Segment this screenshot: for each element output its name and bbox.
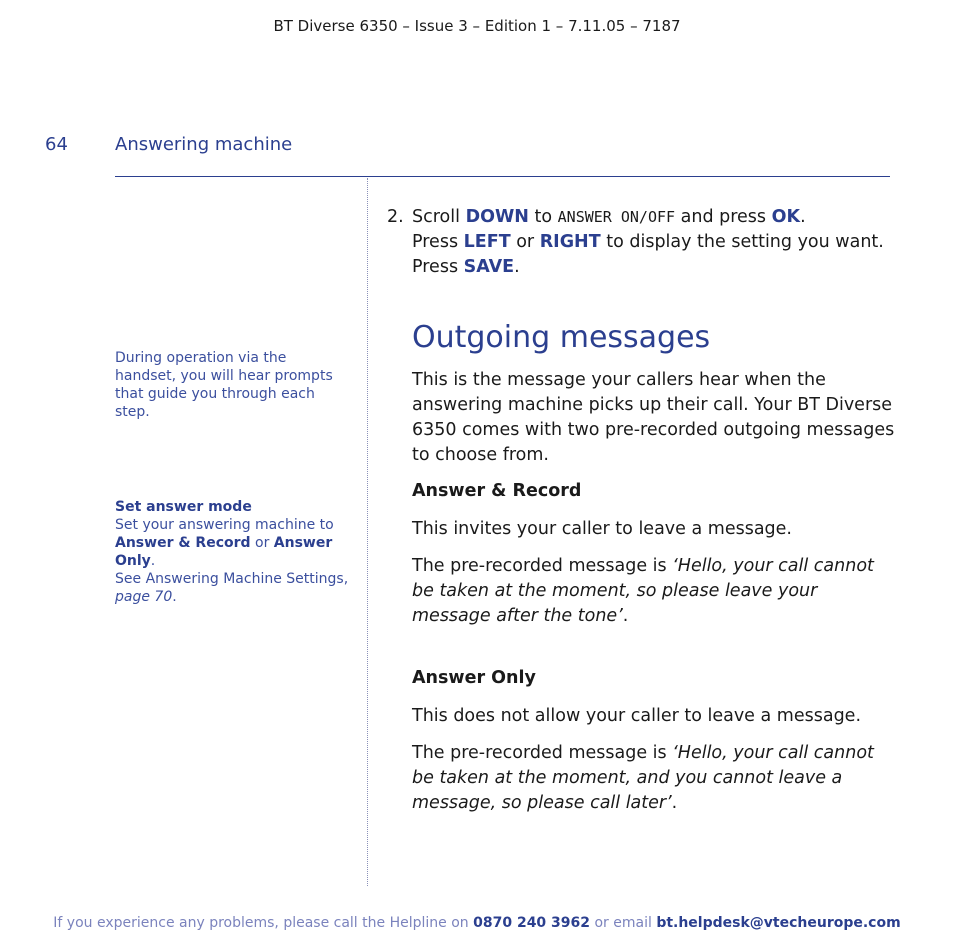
page-number: 64: [45, 134, 68, 155]
answer-record-description: This invites your caller to leave a message.: [412, 519, 792, 539]
footer-text: or email: [594, 915, 652, 931]
header-rule: [115, 176, 890, 177]
answer-record-option: Answer & Record: [115, 535, 251, 551]
period: .: [172, 589, 177, 605]
page-reference: page 70: [115, 589, 173, 605]
sidebar-note-title: Set answer mode: [115, 499, 252, 515]
step-text: Press: [412, 257, 459, 277]
sidebar-note-text: Set your answering machine to: [115, 517, 334, 533]
step-text: to display the setting you want.: [606, 232, 884, 252]
step-text: or: [516, 232, 535, 252]
message-text: ‘Hello, your call cannot be taken at the moment, so please leave your message after the tone’: [412, 556, 874, 626]
column-divider: [367, 178, 368, 886]
sidebar-note-answer-mode: [115, 498, 351, 606]
step-line-1: [412, 205, 907, 230]
outgoing-intro: This is the message your callers hear when the answering machine picks up their call. Your BT Diverse 6350 comes with two pre-recorded outgoing messages to choose from.: [412, 370, 895, 465]
helpline-footer: [0, 915, 954, 931]
helpdesk-email: bt.helpdesk@vtecheurope.com: [656, 915, 901, 931]
display-text-answer-on-off: ANSWER ON/OFF: [557, 208, 676, 226]
message-prefix: The pre-recorded message is: [412, 743, 667, 763]
step-text: Scroll: [412, 207, 460, 227]
answer-only-message: [412, 741, 887, 816]
answer-only-heading: Answer Only: [412, 668, 536, 688]
step-text: and press: [680, 207, 767, 227]
step-text: Press: [412, 232, 459, 252]
section-title: Answering machine: [115, 134, 293, 155]
answer-record-message: [412, 554, 882, 629]
answer-only-option: Answer Only: [115, 535, 333, 569]
footer-text: If you experience any problems, please call the Helpline on: [53, 915, 469, 931]
period: .: [514, 257, 520, 277]
outgoing-messages-heading: Outgoing messages: [412, 320, 711, 355]
step-line-2: [412, 230, 907, 255]
right-key: RIGHT: [539, 232, 601, 252]
step-text: to: [534, 207, 553, 227]
period: .: [671, 793, 678, 813]
step-line-3: [412, 255, 907, 280]
step-2: [387, 205, 907, 280]
down-key: DOWN: [465, 207, 529, 227]
ok-key: OK: [771, 207, 801, 227]
helpline-number: 0870 240 3962: [473, 915, 591, 931]
period: .: [622, 606, 629, 626]
answer-record-heading: Answer & Record: [412, 481, 582, 501]
period: .: [150, 553, 156, 569]
answer-only-description: This does not allow your caller to leave a message.: [412, 706, 862, 726]
step-number: 2.: [387, 207, 404, 227]
message-text: ‘Hello, your call cannot be taken at the moment, and you cannot leave a message, so please call later’: [412, 743, 874, 813]
document-info: BT Diverse 6350 – Issue 3 – Edition 1 – 7.11.05 – 7187: [273, 17, 681, 35]
period: .: [800, 207, 806, 227]
sidebar-note-handset-prompts: During operation via the handset, you will hear prompts that guide you through each step.: [115, 350, 333, 420]
message-prefix: The pre-recorded message is: [412, 556, 667, 576]
or-word: or: [255, 535, 270, 551]
left-key: LEFT: [463, 232, 511, 252]
save-key: SAVE: [463, 257, 515, 277]
see-settings-text: See Answering Machine Settings,: [115, 571, 349, 587]
